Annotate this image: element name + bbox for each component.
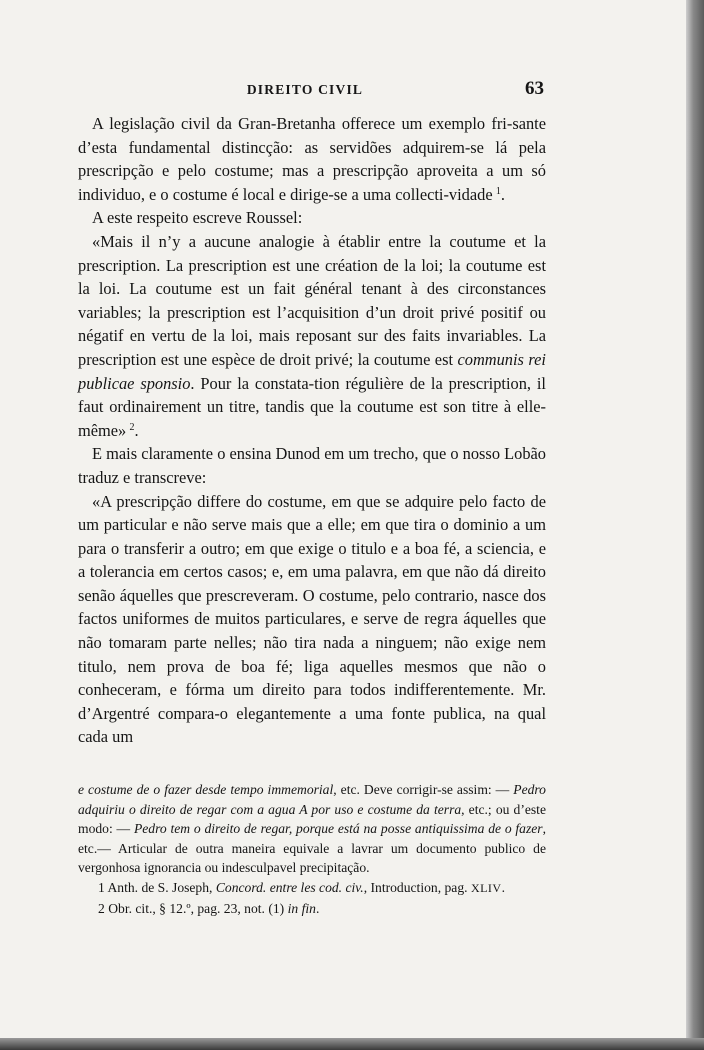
page-header [0, 78, 686, 104]
page-edge-right [686, 0, 704, 1050]
main-text [78, 112, 546, 749]
footnote-ref-2: 2 [129, 421, 135, 433]
paragraph-1: A legislação civil da Gran-Bretanha offerece um exemplo fri-sante d’esta fundamental distincção: as servidões adquirem-se lá pela prescripção e pelo costume; mas a prescripção aproveita a um só individuo, e o costume é local e dirige-se a uma collecti-vidade $^1$. [78, 114, 546, 204]
page-edge-bottom [0, 1038, 704, 1050]
running-title: DIREITO CIVIL [246, 82, 364, 97]
footnote-continuation: e costume de o fazer desde tempo immemorial, etc. Deve corrigir-se assim: — Pedro adquiriu o direito de regar com a agua A por uso e costume da terra, etc.; ou d’este modo: — Pedro tem o direito de regar, porque está na posse antiquissima de o fazer, etc.— Articular de outra maneira equivale a lavrar um documento publico de vergonhosa ignorancia ou indesculpavel precipitação. [78, 782, 546, 876]
paragraph-4: E mais claramente o ensina Dunod em um trecho, que o nosso Lobão traduz e transcreve: [78, 444, 546, 487]
footnote-2: 2 Obr. cit., § 12.º, pag. 23, not. (1) in fin. [98, 900, 320, 916]
paragraph-2: A este respeito escreve Roussel: [92, 208, 303, 228]
footnote-ref-1: 1 [495, 185, 501, 197]
page-number: 63 [525, 78, 544, 99]
quote-roussel: «Mais il n’y a aucune analogie à établir entre la coutume et la prescription. La prescription est une création de la loi; la coutume est la loi. La coutume est un fait général tenant à des circonstances variables; la prescription est l’acquisition d’un droit privé positif ou négatif en vertu de la loi, mais reposant sur des faits invariables. La prescription est une espèce de droit privé; la coutume est communis rei publicae sponsio. Pour la constata-tion régulière de la prescription, il faut ordinairement un titre, tandis que la coutume est son titre à elle-même» $^2$. [78, 231, 546, 440]
quote-dunod: «A prescripção differe do costume, em que se adquire pelo facto de um particular e não serve mais que a elle; em que tira o dominio a um para o transferir a outro; em que exige o titulo e a boa fé, a sciencia, e a tolerancia em certos casos; e, em uma palavra, em que não dá direito senão áquelles que prescreveram. O costume, pelo contrario, nasce dos factos uniformes de muitos particulares, e serve de regra áquelles que não tomaram parte nelles; não tira nada a ninguem; não exige nem titulo, nem prova de boa fé; liga aquelles mesmos que não o conheceram, e fórma um direito para todos indifferentemente. Mr. d’Argentré compara-o elegantemente a uma fonte publica, na qual cada um [78, 491, 546, 747]
footnotes [78, 780, 546, 918]
footnote-1: 1 Anth. de S. Joseph, Concord. entre les cod. civ., Introduction, pag. XLIV. [98, 879, 506, 895]
